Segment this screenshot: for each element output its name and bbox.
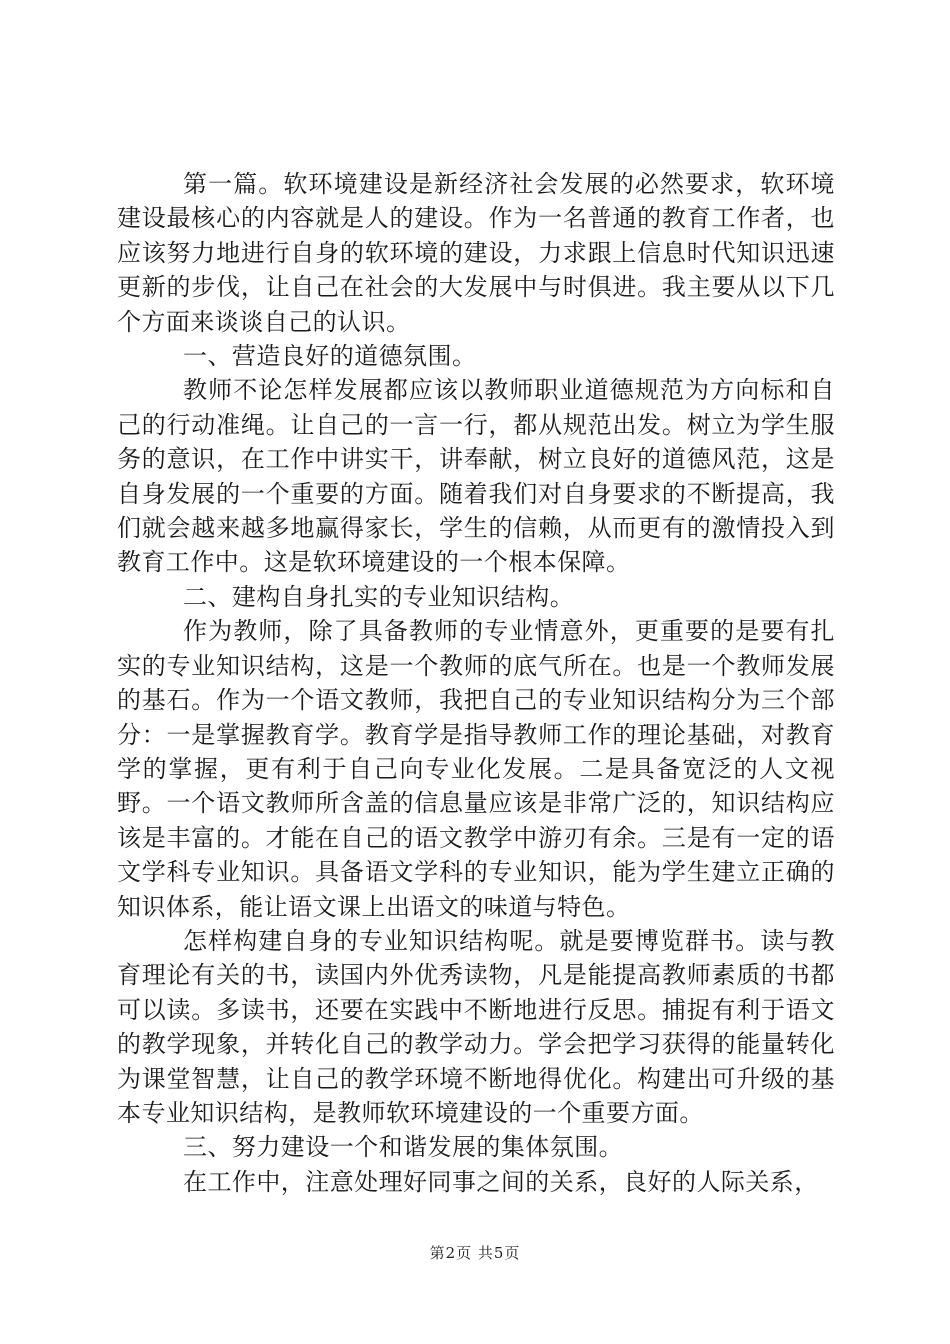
- page-number-footer: 第2页 共5页: [429, 1244, 521, 1262]
- paragraph-intro: 第一篇。软环境建设是新经济社会发展的必然要求，软环境建设最核心的内容就是人的建设。作为一名普通的教育工作者，也应该努力地进行自身的软环境的建设，力求跟上信息时代知识迅速更新的步伐，让自己在社会的大发展中与时俱进。我主要从以下几个方面来谈谈自己的认识。: [117, 170, 835, 336]
- paragraph-how-to-build: 怎样构建自身的专业知识结构呢。就是要博览群书。读与教育理论有关的书，读国内外优秀读物，凡是能提高教师素质的书都可以读。多读书，还要在实践中不断地进行反思。捕捉有利于语文的教学现象，并转化自己的教学动力。学会把学习获得的能量转化为课堂智慧，让自己的教学环境不断地得优化。构建出可升级的基本专业知识结构，是教师软环境建设的一个重要方面。: [117, 926, 835, 1127]
- paragraph-ethics: 教师不论怎样发展都应该以教师职业道德规范为方向标和自己的行动准绳。让自己的一言一行，都从规范出发。树立为学生服务的意识，在工作中讲实干，讲奉献，树立良好的道德风范，这是自身发展的一个重要的方面。随着我们对自身要求的不断提高，我们就会越来越多地赢得家长，学生的信赖，从而更有的激情投入到教育工作中。这是软环境建设的一个根本保障。: [117, 376, 835, 577]
- section-heading-3: 三、努力建设一个和谐发展的集体氛围。: [183, 1133, 624, 1162]
- paragraph-knowledge-structure: 作为教师，除了具备教师的专业情意外，更重要的是要有扎实的专业知识结构，这是一个教师的底气所在。也是一个教师发展的基石。作为一个语文教师，我把自己的专业知识结构分为三个部分：一是掌握教育学。教育学是指导教师工作的理论基础，对教育学的掌握，更有利于自己向专业化发展。二是具备宽泛的人文视野。一个语文教师所含盖的信息量应该是非常广泛的，知识结构应该是丰富的。才能在自己的语文教学中游刃有余。三是有一定的语文学科专业知识。具备语文学科的专业知识，能为学生建立正确的知识体系，能让语文课上出语文的味道与特色。: [117, 617, 835, 921]
- section-heading-1: 一、营造良好的道德氛围。: [183, 342, 477, 371]
- paragraph-collective: 在工作中，注意处理好同事之间的关系，良好的人际关系，: [183, 1167, 819, 1196]
- section-heading-2: 二、建构自身扎实的专业知识结构。: [183, 582, 575, 611]
- document-body: [117, 167, 835, 1199]
